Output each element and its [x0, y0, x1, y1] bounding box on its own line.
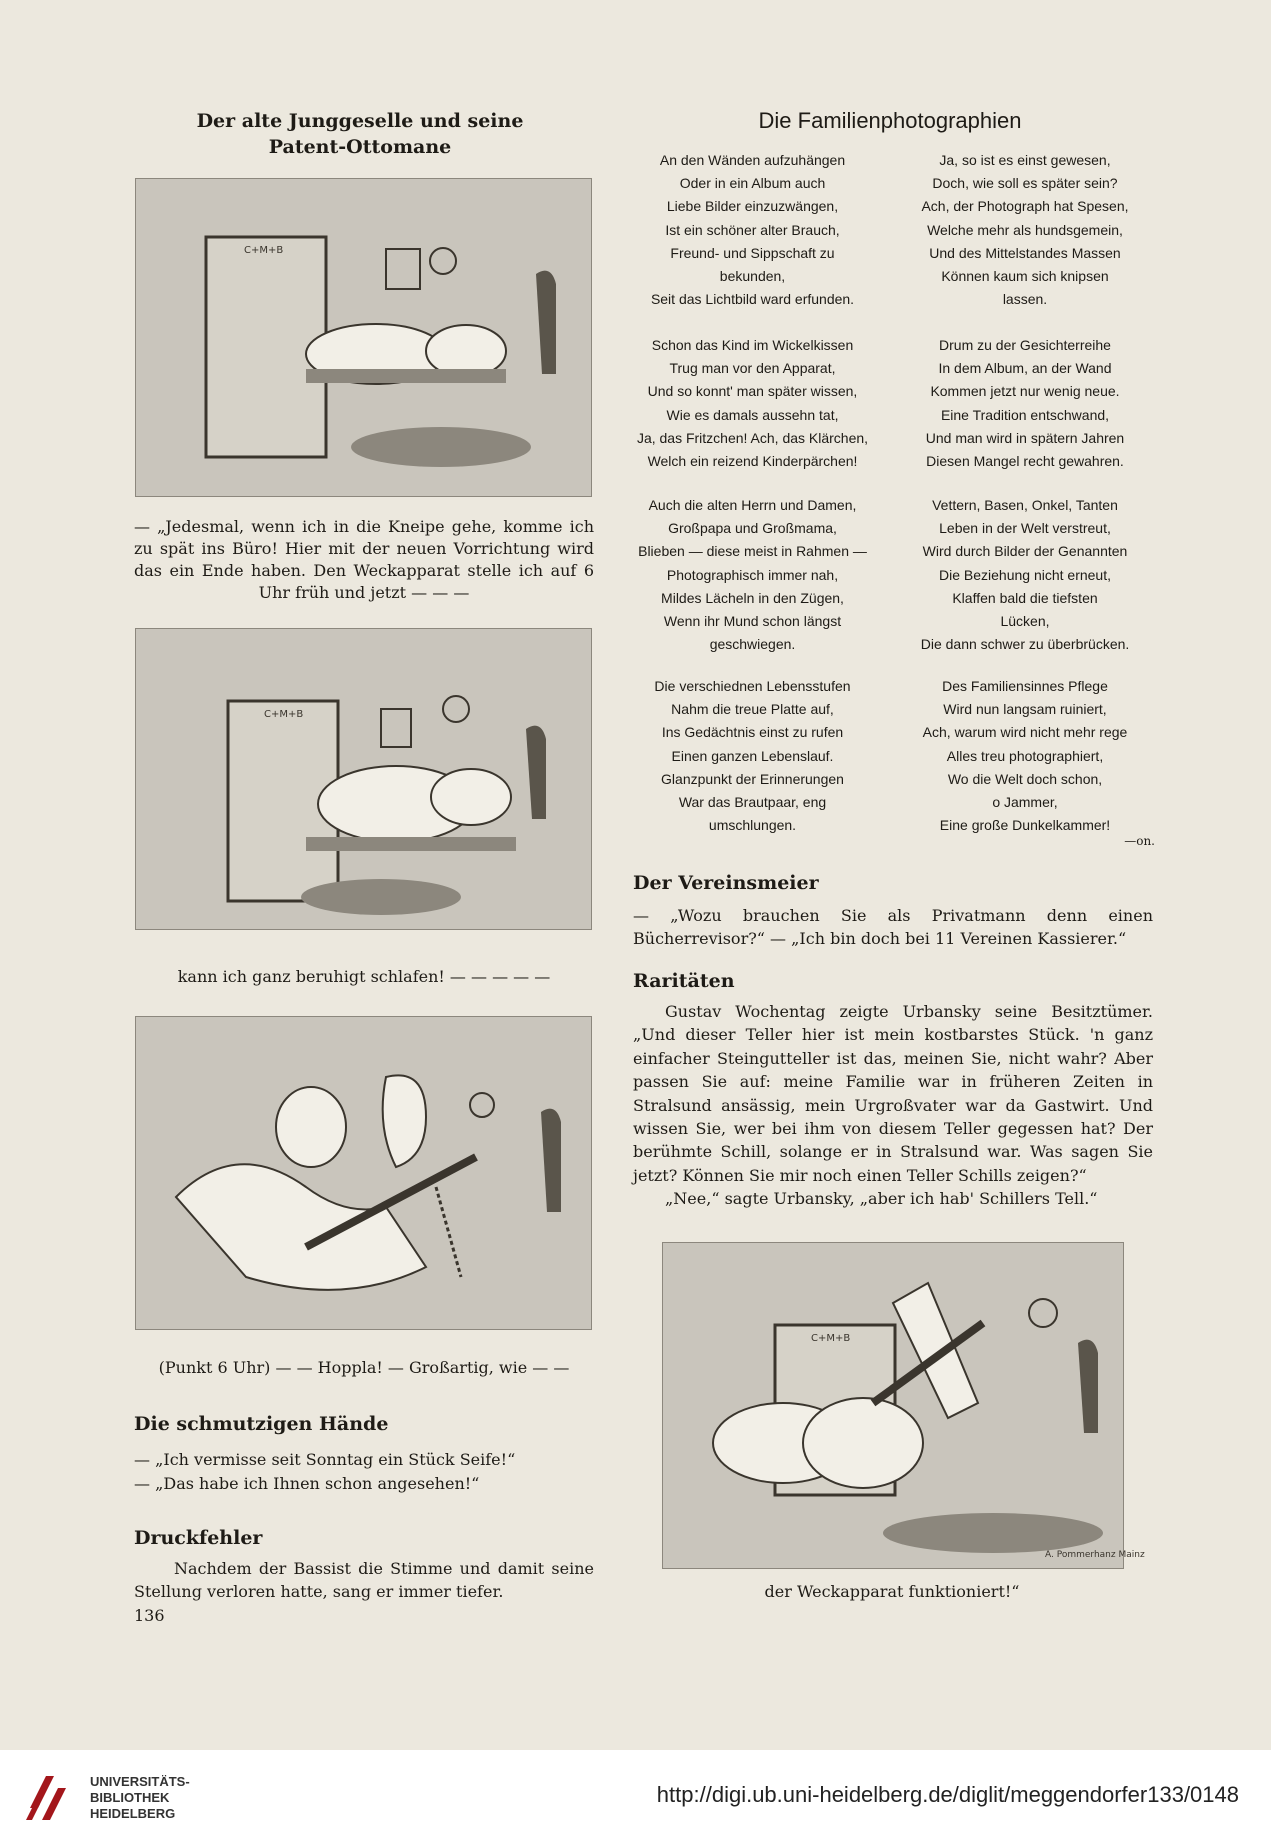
library-line-3: HEIDELBERG	[90, 1806, 176, 1821]
library-line-1: UNIVERSITÄTS-	[90, 1774, 190, 1789]
rar-paragraph-2: „Nee,“ sagte Urbansky, „aber ich hab' Schillers Tell.“	[665, 1189, 1098, 1208]
stanza-2-right: Drum zu der Gesichterreihe In dem Album, an der Wand Kommen jetzt nur wenig neue. Eine Tradition entschwand, Und man wird in spätern Jahren Diesen Mangel recht gewahren.	[925, 337, 1125, 470]
caption-3: (Punkt 6 Uhr) — — Hoppla! — Großartig, wie — —	[158, 1358, 570, 1377]
title-line-1: Der alte Junggeselle und seine	[196, 110, 524, 132]
poem-signature: —on.	[1124, 834, 1155, 848]
rar-title: Raritäten	[633, 970, 735, 992]
library-name	[90, 1774, 190, 1822]
haende-line-1: — „Ich vermisse seit Sonntag ein Stück Seife!“	[134, 1450, 516, 1469]
article-title	[130, 108, 590, 160]
verein-text: — „Wozu brauchen Sie als Privatmann denn einen Bücherrevisor?“ — „Ich bin doch bei 11 Vereinen Kassierer.“	[633, 906, 1153, 949]
page-number: 136	[134, 1606, 165, 1625]
door-label-2: C+M+B	[264, 709, 304, 720]
poem-title: Die Familienphotographien	[758, 108, 1022, 133]
stanza-1-left: An den Wänden aufzuhängen Oder in ein Album auch Liebe Bilder einzuzwängen, Ist ein schöner alter Brauch, Freund- und Sippschaft zu bekunden, Seit das Lichtbild ward erfunden.	[650, 152, 855, 308]
stanza-3-left: Auch die alten Herrn und Damen, Großpapa und Großmama, Blieben — diese meist in Rahmen — Photographisch immer nah, Mildes Lächeln in den Zügen, Wenn ihr Mund schon längst geschwiegen.	[638, 497, 867, 653]
stanza-1-right: Ja, so ist es einst gewesen, Doch, wie soll es später sein? Ach, der Photograph hat Spesen, Welche mehr als hundsgemein, Und des Mittelstandes Massen Können kaum sich knipsen lassen.	[921, 152, 1129, 308]
verein-title: Der Vereinsmeier	[633, 872, 819, 894]
door-label-4: C+M+B	[811, 1333, 851, 1344]
library-footer	[0, 1750, 1271, 1848]
source-url-link[interactable]: http://digi.ub.uni-heidelberg.de/diglit/meggendorfer133/0148	[656, 1782, 1239, 1807]
caption-2: kann ich ganz beruhigt schlafen! — — — — —	[177, 967, 551, 986]
druck-title: Druckfehler	[134, 1527, 263, 1549]
artist-signature: A. Pommerhanz Mainz	[1045, 1550, 1145, 1560]
illustration-1	[135, 178, 592, 497]
caption-4: der Weckapparat funktioniert!“	[764, 1582, 1020, 1601]
stanza-4-right: Des Familiensinnes Pflege Wird nun langsam ruiniert, Ach, warum wird nicht mehr rege Alles treu photographiert, Wo die Welt doch schon, o Jammer, Eine große Dunkelkammer!	[922, 678, 1128, 834]
door-label-1: C+M+B	[244, 245, 284, 256]
illustration-2	[135, 628, 592, 930]
title-line-2: Patent-Ottomane	[268, 136, 452, 158]
druck-text: Nachdem der Bassist die Stimme und damit seine Stellung verloren hatte, sang er immer tiefer.	[134, 1559, 594, 1602]
illustration-4	[662, 1242, 1145, 1569]
rar-paragraph-1: Gustav Wochentag zeigte Urbansky seine Besitztümer. „Und dieser Teller hier ist mein kostbarstes Stück. 'n ganz einfacher Steingutteller ist das, meinen Sie, nicht wahr? Aber passen Sie auf: meine Familie war in früheren Zeiten in Stralsund ansässig, mein Urgroßvater war da Gastwirt. Und wissen Sie, wer bei ihm von diesem Teller gegessen hat? Der berühmte Schill, solange er in Stralsund war. Was sagen Sie jetzt? Können Sie mir noch einen Teller Schills zeigen?“	[633, 1002, 1153, 1185]
stanza-4-left: Die verschiednen Lebensstufen Nahm die treue Platte auf, Ins Gedächtnis einst zu rufen Einen ganzen Lebenslauf. Glanzpunkt der Erinnerungen War das Brautpaar, eng umschlungen.	[654, 678, 851, 834]
haende-title: Die schmutzigen Hände	[134, 1413, 389, 1435]
library-logo-icon	[22, 1768, 80, 1828]
caption-1: — „Jedesmal, wenn ich in die Kneipe gehe, komme ich zu spät ins Büro! Hier mit der neuen Vorrichtung wird das ein Ende haben. Den Weckapparat stelle ich auf 6 Uhr früh und jetzt — — —	[134, 517, 594, 602]
haende-line-2: — „Das habe ich Ihnen schon angesehen!“	[134, 1474, 480, 1493]
stanza-2-left: Schon das Kind im Wickelkissen Trug man vor den Apparat, Und so konnt' man später wissen, Wie es damals aussehn tat, Ja, das Fritzchen! Ach, das Klärchen, Welch ein reizend Kinderpärchen!	[636, 337, 869, 470]
illustration-3	[135, 1016, 592, 1330]
library-line-2: BIBLIOTHEK	[90, 1790, 170, 1805]
stanza-3-right: Vettern, Basen, Onkel, Tanten Leben in der Welt verstreut, Wird durch Bilder der Genannten Die Beziehung nicht erneut, Klaffen bald die tiefsten Lücken, Die dann schwer zu überbrücken.	[920, 497, 1130, 653]
